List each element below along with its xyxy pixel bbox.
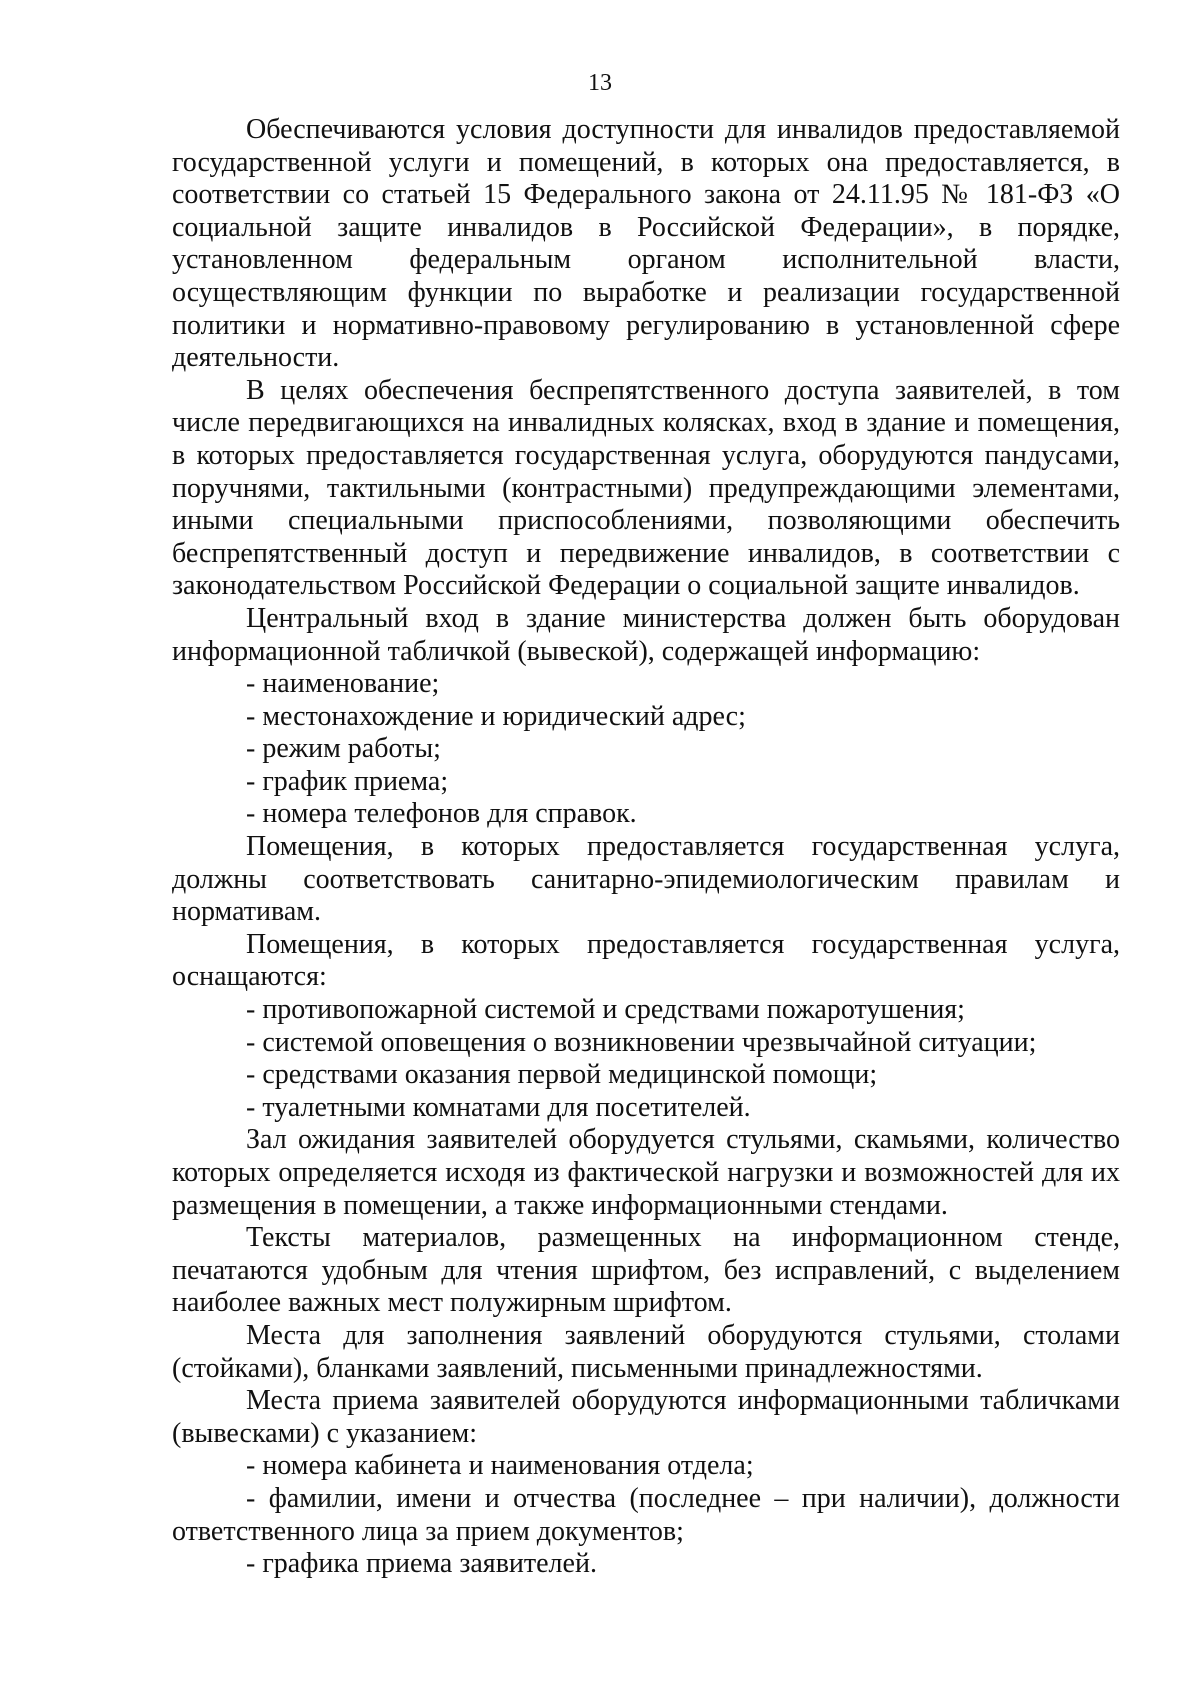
list-item: - графика приема заявителей. [246,1548,597,1580]
list-item: - туалетными комнатами для посетителей. [246,1091,751,1123]
list-item: - местонахождение и юридический адрес; [246,700,746,732]
list-item: - график приема; [246,765,449,797]
list-item: - номера кабинета и наименования отдела; [246,1450,754,1482]
paragraph-reception-places: Места приема заявителей оборудуются информационными табличками (вывесками) с указанием: [172,1385,1120,1449]
list-item: - средствами оказания первой медицинской помощи; [246,1059,878,1091]
paragraph-accessibility-conditions: Обеспечиваются условия доступности для инвалидов предоставляемой государственной услуги и помещений, в которых она предоставляется, в соответствии со статьей 15 Федерального закона от 24.11.95 № 181-ФЗ «О социальной защите инвалидов в Российской Федерации», в порядке, установленном федеральным органом исполнительной власти, осуществляющим функции по выработке и реализации государственной политики и нормативно-правовому регулированию в установленной сфере деятельности. [172,114,1120,374]
paragraph-unobstructed-access: В целях обеспечения беспрепятственного доступа заявителей, в том числе передвигающихся на инвалидных колясках, вход в здание и помещения, в которых предоставляется государственная услуга, оборудуются пандусами, поручнями, тактильными (контрастными) предупреждающими элементами, иными специальными приспособлениями, позволяющими обеспечить беспрепятственный доступ и передвижение инвалидов, в соответствии с законодательством Российской Федерации о социальной защите инвалидов. [172,374,1120,602]
page-number: 13 [588,70,612,96]
paragraph-central-entrance: Центральный вход в здание министерства должен быть оборудован информационной табличкой (вывеской), содержащей информацию: [172,602,1120,667]
list-item: - фамилии, имени и отчества (последнее – при наличии), должности ответственного лица за прием документов; [172,1482,1120,1547]
list-item: - наименование; [246,668,440,700]
list-item: - номера телефонов для справок. [246,798,637,830]
document-body [172,114,1120,1581]
paragraph-waiting-hall: Зал ожидания заявителей оборудуется стульями, скамьями, количество которых определяется исходя из фактической нагрузки и возможностей для их размещения в помещении, а также информационными стендами. [172,1124,1120,1221]
list-item: - режим работы; [246,733,441,765]
paragraph-application-places: Места для заполнения заявлений оборудуются стульями, столами (стойками), бланками заявлений, письменными принадлежностями. [172,1319,1120,1384]
list-item: - противопожарной системой и средствами пожаротушения; [246,994,965,1026]
paragraph-sanitary-rules: Помещения, в которых предоставляется государственная услуга, должны соответствовать санитарно-эпидемиологическим правилам и нормативам. [172,831,1120,928]
paragraph-stand-materials: Тексты материалов, размещенных на информационном стенде, печатаются удобным для чтения шрифтом, без исправлений, с выделением наиболее важных мест полужирным шрифтом. [172,1222,1120,1319]
paragraph-premises-equipment: Помещения, в которых предоставляется государственная услуга, оснащаются: [172,928,1120,993]
list-item: - системой оповещения о возникновении чрезвычайной ситуации; [246,1026,1037,1058]
